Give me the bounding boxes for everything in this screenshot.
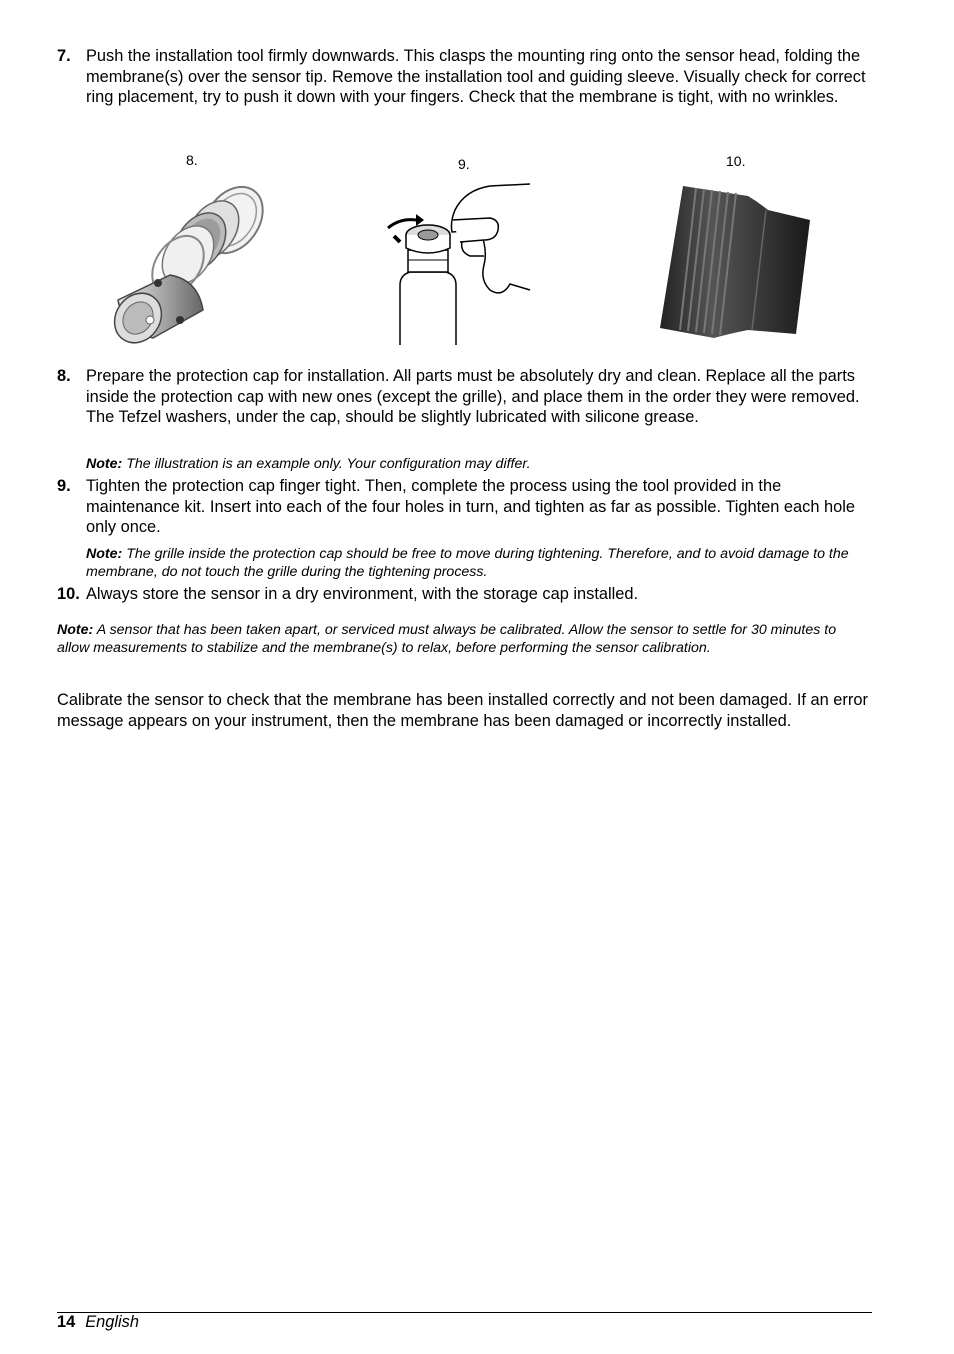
figure-label-8: 8.: [186, 152, 198, 168]
figure-label-9: 9.: [458, 156, 470, 172]
note-label: Note:: [57, 622, 94, 638]
storage-cap-icon: [658, 182, 813, 342]
step-text: Tighten the protection cap finger tight. Then, complete the process using the tool provided in the maintenance kit. Insert into each of the four holes in turn, and tighten as far as possible. Tighten each hole only once.: [86, 477, 856, 537]
page-number: 14: [57, 1313, 76, 1331]
step-text: Always store the sensor in a dry environment, with the storage cap installed.: [86, 585, 639, 603]
footer-language: English: [85, 1313, 139, 1331]
footer-rule: [57, 1312, 872, 1313]
note-label: Note:: [86, 546, 123, 562]
note-text: A sensor that has been taken apart, or serviced must always be calibrated. Allow the sensor to settle for 30 minutes to allow measurements to stabilize and the membrane(s) to relax, before performing the sensor calibration.: [57, 622, 837, 656]
step-number: 10.: [57, 585, 80, 603]
step-number: 7.: [57, 47, 71, 65]
footer: [57, 1313, 139, 1332]
note-grille: [86, 545, 872, 581]
protection-cap-exploded-icon: [108, 180, 273, 345]
step-10: [57, 584, 872, 605]
note-text: The grille inside the protection cap should be free to move during tightening. Therefore, and to avoid damage to the membrane, do not touch the grille during the tightening process.: [86, 546, 849, 580]
note-calibration: [57, 621, 847, 657]
step-number: 9.: [57, 477, 71, 495]
step-text: Push the installation tool firmly downwards. This clasps the mounting ring onto the sensor head, folding the membrane(s) over the sensor tip. Remove the installation tool and guiding sleeve. Visually check for correct ring placement, try to push it down with your fingers. Check that the membrane is tight, with no wrinkles.: [86, 47, 866, 107]
note-text: The illustration is an example only. Your configuration may differ.: [126, 456, 531, 472]
step-8: [57, 366, 872, 428]
figure-label-10: 10.: [726, 153, 746, 169]
step-7: [57, 46, 872, 108]
step-9: [57, 476, 872, 538]
hand-tightening-cap-icon: [380, 180, 545, 345]
step-text: Prepare the protection cap for installation. All parts must be absolutely dry and clean. Replace all the parts inside the protection cap with new ones (except the grille), and place them in the order they were removed. The Tefzel washers, under the cap, should be slightly lubricated with silicone grease.: [86, 367, 860, 427]
step-number: 8.: [57, 367, 71, 385]
closing-paragraph: Calibrate the sensor to check that the membrane has been installed correctly and not been damaged. If an error message appears on your instrument, then the membrane has been damaged or incorrectly installed.: [57, 691, 868, 730]
note-label: Note:: [86, 456, 123, 472]
note-illustration: [86, 455, 872, 473]
